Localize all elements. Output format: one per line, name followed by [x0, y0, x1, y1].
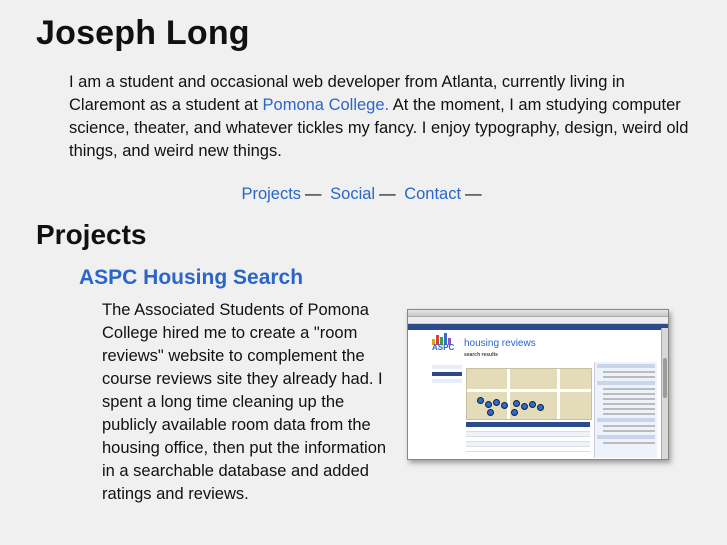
scrollbar	[661, 328, 668, 459]
browser-titlebar	[408, 310, 668, 317]
campus-map	[466, 368, 592, 420]
pomona-college-link[interactable]: Pomona College.	[262, 96, 390, 114]
filter-panel	[594, 362, 657, 458]
nav-social-link[interactable]: Social	[330, 185, 376, 203]
project-description: The Associated Students of Pomona College hired me to create a "room reviews" website to complement the course reviews site they already had. I spent a long time cleaning up the publicly available room data from the housing office, then put the information in a searchable database and added ratings and reviews.	[102, 301, 387, 503]
site-title: housing reviews	[464, 338, 536, 349]
logo-text: ASPC	[432, 343, 455, 352]
results-table	[466, 422, 590, 452]
nav-projects-link[interactable]: Projects	[241, 185, 302, 203]
project-title-text[interactable]: ASPC Housing Search	[79, 266, 304, 289]
nav-separator: —	[465, 185, 482, 203]
intro-paragraph	[69, 71, 689, 163]
site-navbar	[408, 324, 668, 330]
projects-heading: Projects	[36, 219, 147, 250]
intro-text-before: I am a student and occasional web developer from Atlanta, currently living in Claremont as a student at	[69, 73, 625, 114]
nav-separator: —	[305, 185, 322, 203]
project-screenshot[interactable]	[407, 309, 669, 460]
browser-urlbar	[408, 317, 668, 324]
page-title: Joseph Long	[36, 14, 250, 52]
nav-separator: —	[379, 185, 396, 203]
intro-text-after: At the moment, I am studying computer science, theater, and whatever tickles my fancy. I enjoy typography, design, weird old things, and weird new things.	[69, 96, 689, 160]
section-nav	[0, 183, 727, 205]
nav-contact-link[interactable]: Contact	[404, 185, 462, 203]
aspc-logo	[432, 332, 456, 352]
site-subtitle: search results	[464, 352, 498, 358]
project-title-link[interactable]	[79, 266, 303, 290]
sidebar-menu	[432, 365, 462, 386]
